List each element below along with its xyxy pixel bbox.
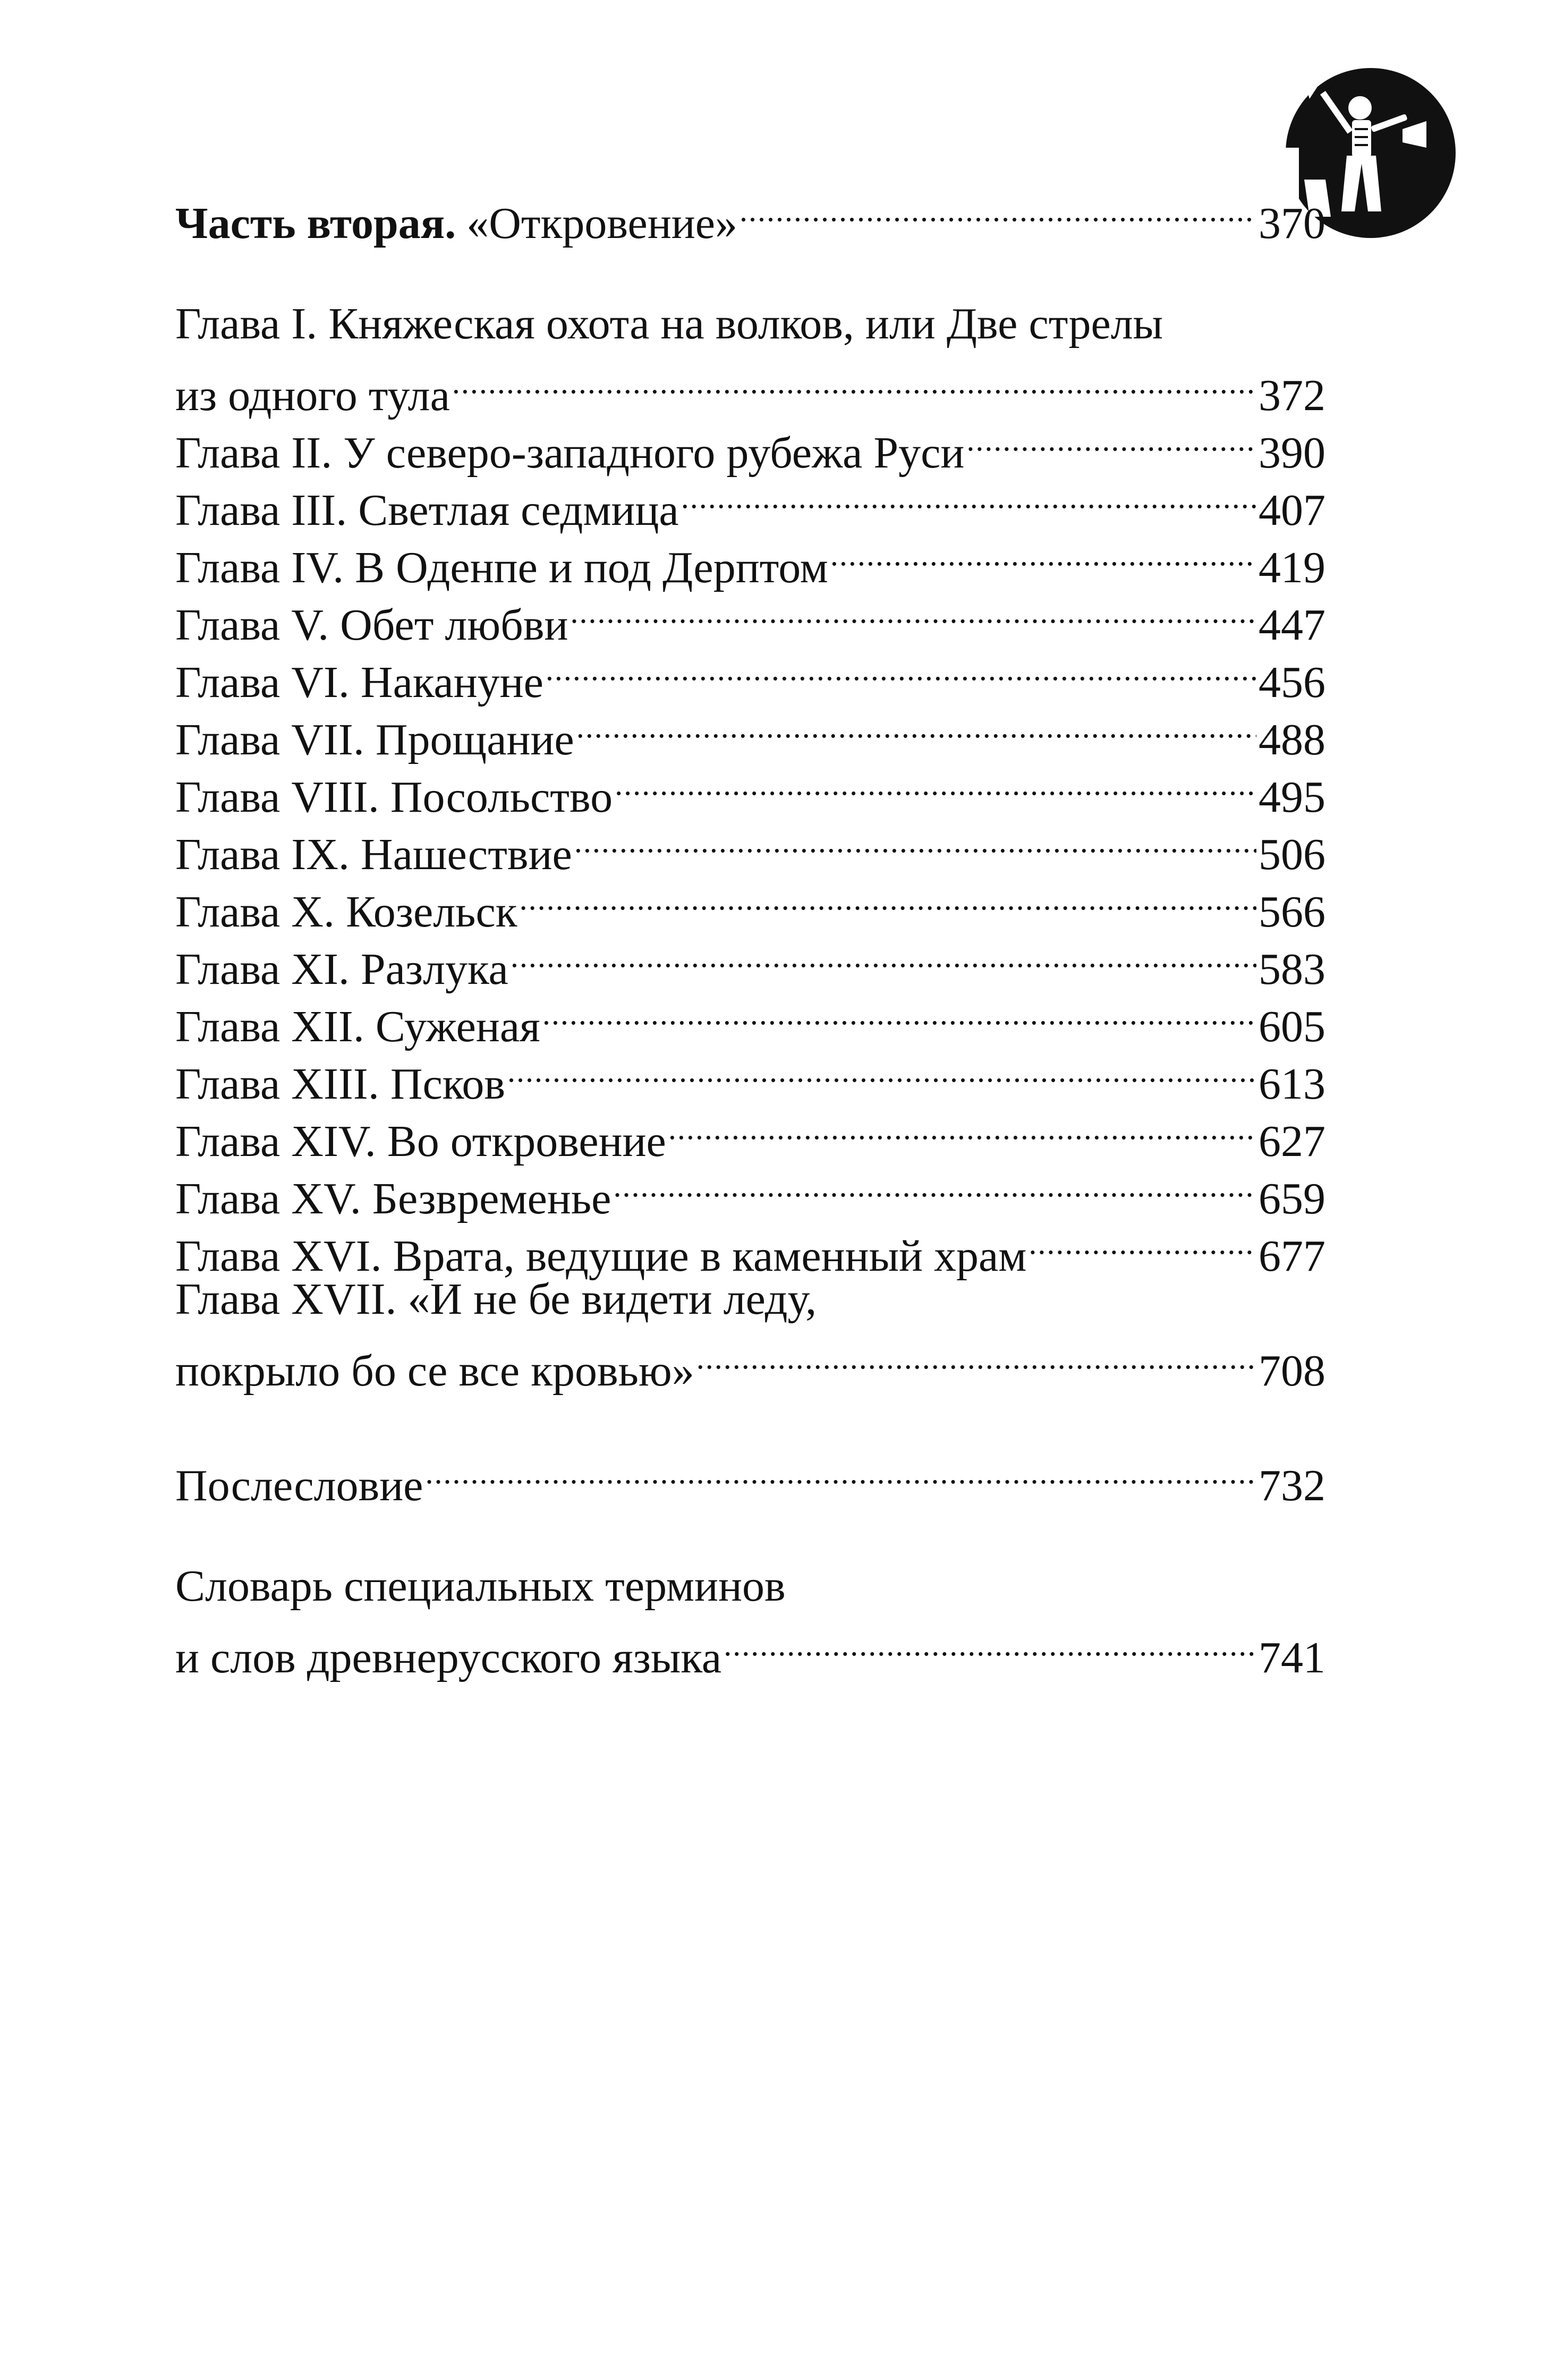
chapter-page: 708: [1259, 1346, 1325, 1396]
chapter-title: Глава IX. Нашествие: [175, 830, 572, 879]
chapter-list: [175, 295, 1325, 1396]
chapter-page: 583: [1259, 945, 1325, 994]
chapter-title: Глава XVI. Врата, ведущие в каменный храм: [175, 1231, 1027, 1281]
leader-dots: [576, 697, 1256, 754]
leader-dots: [425, 1443, 1256, 1500]
chapter-title: Глава VI. Накануне: [175, 658, 543, 707]
chapter-title: Глава II. У северо-западного рубежа Руси: [175, 428, 965, 478]
leader-dots: [696, 1328, 1256, 1386]
part-heading: [175, 181, 1325, 248]
chapter-title: Глава XII. Суженая: [175, 1002, 540, 1051]
glossary-title-line1: Словарь специальных терминов: [175, 1561, 786, 1611]
glossary-page: 741: [1259, 1633, 1325, 1682]
chapter-page: 488: [1259, 715, 1325, 764]
chapter-title: из одного тула: [175, 371, 450, 420]
chapter-page: 372: [1259, 371, 1325, 420]
afterword-title: Послесловие: [175, 1461, 423, 1510]
chapter-entry: [175, 1271, 1325, 1396]
chapter-page: 506: [1259, 830, 1325, 879]
chapter-title: Глава XVII. «И не бе видети леду,: [175, 1274, 817, 1324]
chapter-page: 566: [1259, 887, 1325, 937]
leader-dots: [574, 812, 1256, 869]
chapter-page: 390: [1259, 428, 1325, 478]
chapter-page: 407: [1259, 486, 1325, 535]
chapter-page: 447: [1259, 600, 1325, 650]
chapter-title: Глава XV. Безвременье: [175, 1174, 611, 1223]
afterword-page: 732: [1259, 1461, 1325, 1510]
chapter-title: покрыло бо се все кровью»: [175, 1346, 694, 1396]
chapter-entry: [175, 295, 1325, 420]
chapter-title: Глава VIII. Посольство: [175, 772, 613, 822]
part-title: «Откровение»: [466, 199, 738, 248]
chapter-title: Глава V. Обет любви: [175, 600, 568, 650]
leader-dots: [520, 869, 1256, 926]
leader-dots: [511, 926, 1256, 984]
chapter-page: 456: [1259, 658, 1325, 707]
chapter-title: Глава XIII. Псков: [175, 1059, 506, 1109]
leader-dots: [542, 984, 1256, 1041]
chapter-page: 659: [1259, 1174, 1325, 1223]
chapter-page: 627: [1259, 1117, 1325, 1166]
leader-dots: [681, 468, 1256, 525]
leader-dots: [546, 640, 1256, 697]
chapter-title: Глава IV. В Оденпе и под Дерптом: [175, 543, 828, 592]
leader-dots: [570, 582, 1256, 640]
chapter-title: Глава X. Козельск: [175, 887, 517, 937]
leader-dots: [830, 525, 1256, 582]
leader-dots: [452, 353, 1256, 410]
leader-dots: [1028, 1213, 1256, 1271]
table-of-contents: [175, 181, 1325, 1682]
chapter-page: 613: [1259, 1059, 1325, 1109]
leader-dots: [507, 1041, 1256, 1099]
chapter-title: Глава VII. Прощание: [175, 715, 574, 764]
leader-dots: [740, 181, 1256, 238]
leader-dots: [613, 1156, 1256, 1213]
glossary-entry: [175, 1558, 1325, 1682]
leader-dots: [668, 1099, 1256, 1156]
part-page: 370: [1259, 199, 1325, 248]
chapter-title: Глава I. Княжеская охота на волков, или Две стрелы: [175, 299, 1163, 348]
glossary-title-line2: и слов древнерусского языка: [175, 1633, 722, 1682]
leader-dots: [724, 1615, 1256, 1672]
afterword-entry: [175, 1443, 1325, 1510]
part-label: Часть вторая.: [175, 199, 456, 248]
chapter-page: 495: [1259, 772, 1325, 822]
chapter-page: 677: [1259, 1231, 1325, 1281]
chapter-title: Глава III. Светлая седмица: [175, 486, 679, 535]
chapter-title: Глава XIV. Во откровение: [175, 1117, 666, 1166]
chapter-page: 605: [1259, 1002, 1325, 1051]
chapter-page: 419: [1259, 543, 1325, 592]
chapter-title: Глава XI. Разлука: [175, 945, 508, 994]
leader-dots: [966, 410, 1256, 468]
leader-dots: [615, 754, 1256, 812]
